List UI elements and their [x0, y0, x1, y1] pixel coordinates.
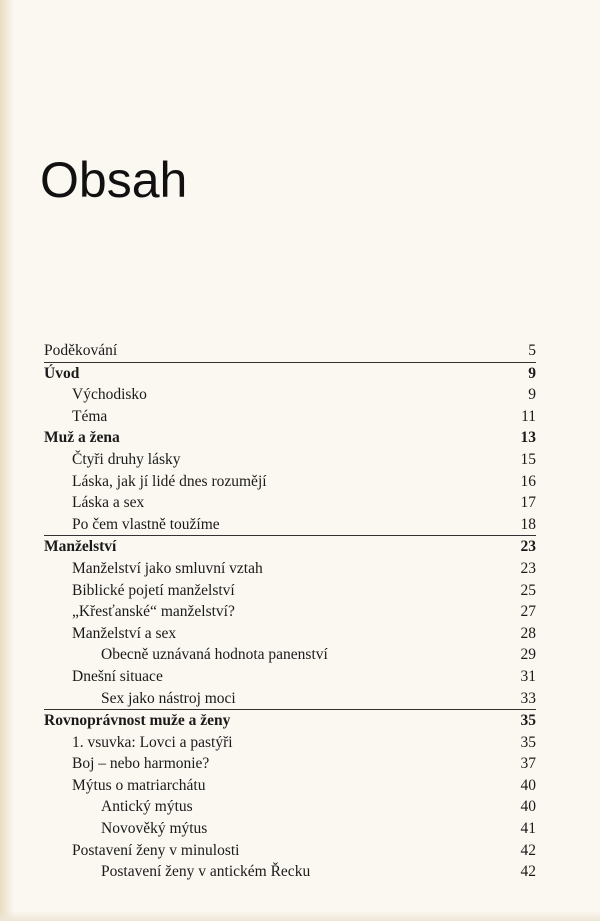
- page-bottom-shadow: [0, 911, 600, 921]
- toc-entry-label: Dnešní situace: [72, 667, 163, 685]
- toc-entry-page-number: 11: [521, 407, 536, 425]
- toc-entry: [44, 818, 536, 840]
- toc-entry: [44, 623, 536, 645]
- toc-entry-page-number: 23: [520, 559, 536, 577]
- toc-entry: [44, 340, 536, 363]
- toc-entry-label: Láska, jak jí lidé dnes rozumějí: [72, 472, 267, 490]
- toc-entry-page-number: 33: [520, 689, 536, 707]
- toc-entry: [44, 840, 536, 862]
- toc-entry: [44, 427, 536, 449]
- toc-entry-page-number: 5: [528, 342, 536, 359]
- toc-entry-label: Poděkování: [44, 342, 118, 359]
- toc-entry: [44, 732, 536, 754]
- page-title: Obsah: [40, 152, 188, 208]
- toc-entry: [44, 710, 536, 732]
- toc-entry-page-number: 29: [520, 646, 536, 664]
- table-of-contents: [44, 340, 536, 883]
- toc-entry: [44, 406, 536, 428]
- toc-entry-label: Mýtus o matriarchátu: [72, 776, 206, 794]
- toc-entry: [44, 775, 536, 797]
- toc-entry: [44, 471, 536, 493]
- toc-entry-label: Obecně uznávaná hodnota panenství: [101, 646, 328, 664]
- toc-entry-page-number: 9: [528, 386, 536, 404]
- toc-entry-label: Antický mýtus: [101, 798, 193, 816]
- toc-entry-page-number: 42: [520, 863, 536, 881]
- toc-entry-page-number: 15: [520, 450, 536, 468]
- toc-entry-page-number: 40: [520, 776, 536, 794]
- toc-entry: [44, 449, 536, 471]
- toc-entry-label: „Křesťanské“ manželství?: [72, 603, 235, 621]
- toc-entry: [44, 363, 536, 385]
- toc-entry: [44, 753, 536, 775]
- toc-entry-label: Téma: [72, 407, 108, 425]
- toc-entry-page-number: 17: [520, 494, 536, 512]
- toc-entry-label: 1. vsuvka: Lovci a pastýři: [72, 733, 233, 751]
- toc-entry-label: Manželství jako smluvní vztah: [72, 559, 263, 577]
- toc-entry-label: Manželství a sex: [72, 624, 177, 642]
- toc-entry-page-number: 31: [520, 667, 536, 685]
- toc-entry: [44, 601, 536, 623]
- toc-entry: [44, 558, 536, 580]
- toc-entry-label: Biblické pojetí manželství: [72, 581, 235, 599]
- toc-entry-label: Postavení ženy v antickém Řecku: [101, 863, 311, 881]
- toc-entry-page-number: 35: [520, 733, 536, 751]
- toc-entry-page-number: 27: [520, 603, 536, 621]
- toc-entry-label: Muž a žena: [44, 429, 120, 447]
- toc-entry-label: Novověký mýtus: [101, 820, 208, 838]
- toc-entry: [44, 688, 536, 711]
- toc-entry: [44, 492, 536, 514]
- toc-entry-page-number: 13: [520, 429, 536, 447]
- toc-entry-label: Čtyři druhy lásky: [72, 450, 181, 468]
- page-edge-shadow: [0, 0, 14, 921]
- toc-entry-label: Rovnoprávnost muže a ženy: [44, 712, 231, 730]
- toc-entry-page-number: 9: [528, 364, 536, 382]
- toc-entry: [44, 644, 536, 666]
- toc-entry: [44, 536, 536, 558]
- toc-entry-page-number: 40: [520, 798, 536, 816]
- toc-entry: [44, 796, 536, 818]
- toc-entry: [44, 861, 536, 883]
- toc-entry-label: Postavení ženy v minulosti: [72, 841, 240, 859]
- toc-entry-page-number: 37: [520, 755, 536, 773]
- toc-entry-page-number: 35: [520, 712, 536, 730]
- toc-entry: [44, 666, 536, 688]
- toc-entry: [44, 514, 536, 537]
- toc-entry: [44, 384, 536, 406]
- toc-entry-page-number: 23: [520, 538, 536, 556]
- toc-entry-page-number: 42: [520, 841, 536, 859]
- toc-entry-page-number: 25: [520, 581, 536, 599]
- toc-entry-label: Východisko: [72, 386, 147, 404]
- toc-entry-page-number: 16: [520, 472, 536, 490]
- toc-entry-label: Po čem vlastně toužíme: [72, 515, 220, 533]
- toc-entry-label: Úvod: [44, 364, 80, 382]
- toc-entry-page-number: 28: [520, 624, 536, 642]
- toc-entry-label: Boj – nebo harmonie?: [72, 755, 210, 773]
- toc-entry-label: Manželství: [44, 538, 117, 556]
- toc-entry-label: Láska a sex: [72, 494, 145, 512]
- toc-entry-page-number: 18: [520, 515, 536, 533]
- toc-entry-page-number: 41: [520, 820, 536, 838]
- toc-entry: [44, 580, 536, 602]
- toc-entry-label: Sex jako nástroj moci: [101, 689, 236, 707]
